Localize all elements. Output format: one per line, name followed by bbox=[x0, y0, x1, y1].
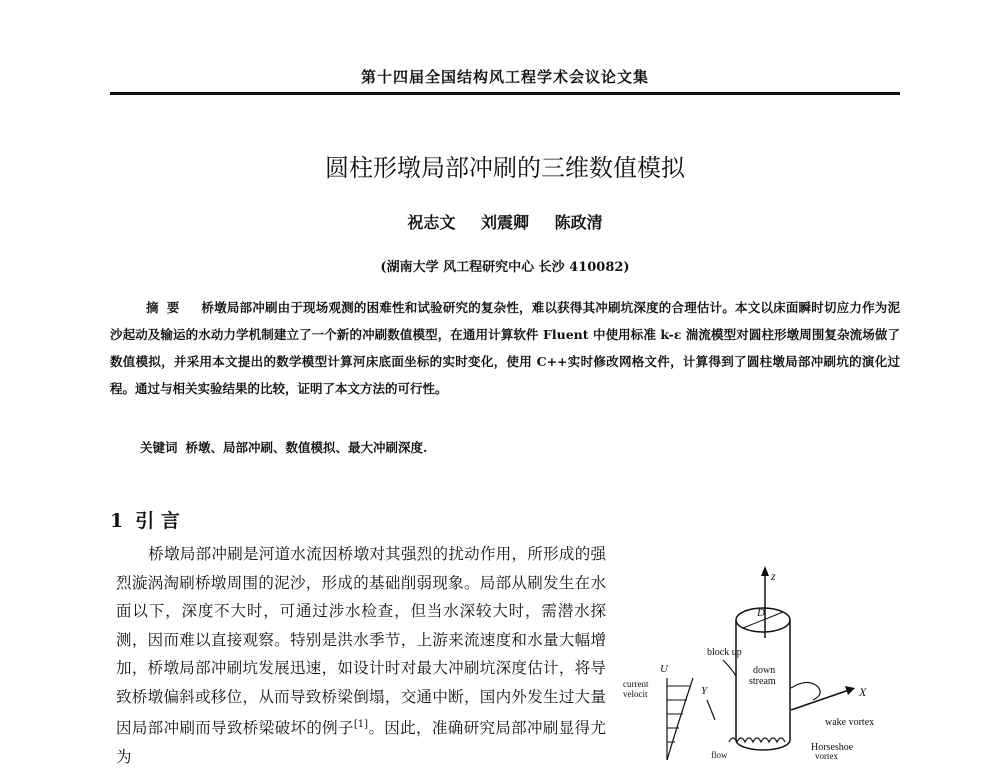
down-stream-label: stream bbox=[749, 676, 776, 687]
keywords bbox=[140, 438, 900, 456]
horseshoe-vortex-label: vortex bbox=[815, 751, 838, 760]
current-velocity-label: velocit bbox=[623, 689, 648, 699]
velocity-profile-curve bbox=[667, 678, 693, 760]
section-title: 引 言 bbox=[135, 510, 180, 532]
y-label: Y bbox=[701, 685, 708, 697]
abstract-label: 摘要 bbox=[146, 300, 188, 315]
block-up-label: block up bbox=[707, 647, 742, 658]
citation: [1] bbox=[353, 719, 369, 730]
pier-scour-figure bbox=[615, 560, 905, 760]
y-axis bbox=[707, 700, 715, 720]
down-stream-label: down bbox=[753, 665, 776, 676]
author-name: 陈政清 bbox=[554, 213, 603, 232]
header-rule bbox=[110, 92, 900, 95]
current-velocity-label: current bbox=[623, 679, 649, 689]
paragraph-tail: 。因此，准确研究局部冲刷显得尤为 bbox=[116, 719, 606, 766]
intro-paragraph bbox=[116, 540, 606, 771]
section-number: 1 bbox=[110, 510, 124, 532]
z-axis-arrowhead bbox=[761, 566, 769, 576]
section-heading bbox=[110, 506, 180, 533]
paragraph-text: 桥墩局部冲刷是河道水流因桥墩对其强烈的扰动作用，所形成的强烈漩涡淘刷桥墩周围的泥沙，形成的基础削弱现象。局部从刷发生在水面以下，深度不大时，可通过涉水检查，但当水深较大时，需潜水探测，因而难以直接观察。特别是洪水季节，上游来流速度和水量大幅增加，桥墩局部冲刷坑发展迅速，如设计时对最大冲刷坑深度估计，将导致桥墩偏斜或移位，从而导致桥梁倒塌，交通中断，国内外发生过大量因局部冲刷而导致桥梁破坏的例子 bbox=[116, 545, 606, 738]
wake-vortex-label: wake vortex bbox=[825, 717, 875, 728]
horseshoe-vortex bbox=[729, 738, 785, 742]
abstract-text: 桥墩局部冲刷由于现场观测的困难性和试验研究的复杂性，难以获得其冲刷坑深度的合理估计。本文以床面瞬时切应力作为泥沙起动及输运的水动力学机制建立了一个新的冲刷数值模型，在通用计算软件 Fluent 中使用标准 k-ε 湍流模型对圆柱形墩周围复杂流场做了数值模拟，并采用本文提出的数学模型计算河床底面坐标的实时变化，使用 C++实时修改网格文件，计算得到了圆柱墩局部冲刷坑的演化过程。通过与相关实验结果的比较，证明了本文方法的可行性。 bbox=[110, 300, 900, 396]
x-axis-arrowhead bbox=[845, 686, 855, 695]
paper-title: 圆柱形墩局部冲刷的三维数值模拟 bbox=[325, 154, 685, 182]
running-header: 第十四届全国结构风工程学术会议论文集 bbox=[360, 68, 649, 86]
keywords-label: 关键词 bbox=[140, 440, 178, 455]
author-list bbox=[110, 210, 900, 233]
affiliation: (湖南大学 风工程研究中心 长沙 410082) bbox=[380, 260, 630, 275]
flow-label: flow bbox=[711, 750, 728, 760]
horseshoe-vortex-label: Horseshoe bbox=[811, 742, 854, 753]
author-name: 刘震卿 bbox=[480, 213, 529, 232]
x-label: X bbox=[859, 685, 867, 699]
block-up-arrow bbox=[723, 660, 736, 676]
abstract bbox=[110, 294, 900, 402]
diameter-label: D bbox=[757, 607, 765, 619]
u-label: U bbox=[660, 663, 668, 675]
author-name: 祝志文 bbox=[407, 213, 456, 232]
keywords-text: 桥墩、局部冲刷、数值模拟、最大冲刷深度. bbox=[185, 440, 428, 455]
z-label: z bbox=[771, 569, 776, 583]
wake-vortex-swirl bbox=[791, 682, 820, 700]
